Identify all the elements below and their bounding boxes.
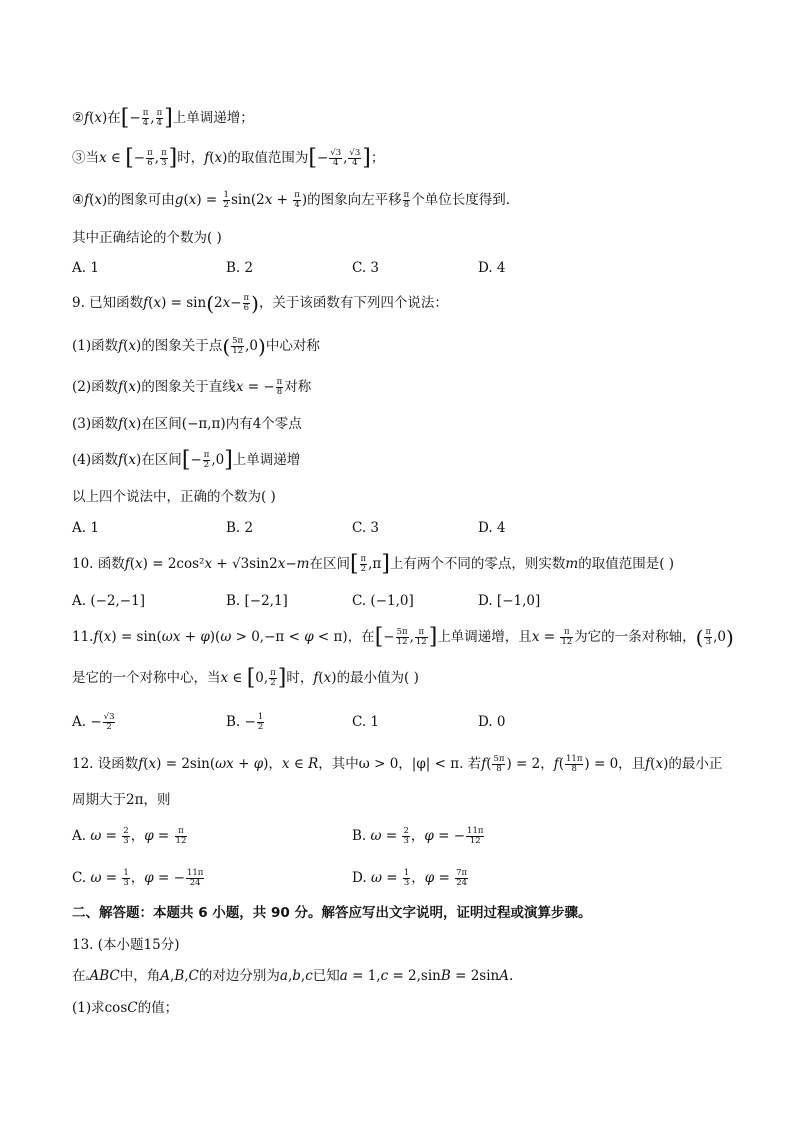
q11-stem-line2: 是它的一个对称中心，当x ∈ [0, $\frac{\pi}{2}$ ]时，f(x)的最小值为( )	[72, 665, 419, 691]
statement-3: ③当x ∈ [− $\frac{\pi}{6}$ , $\frac{\pi}{3}$ ]时，f(x)的取值范围为[− $\frac{√3}{4}$ , $\frac{√3}{4}$ ]；	[72, 145, 385, 171]
option-a: A. 1	[72, 260, 99, 276]
option-c: C. 3	[352, 260, 380, 276]
statement-4: ④f(x)的图象可由g(x) = $\frac{1}{2}$ sin(2x + $\frac{\pi}{4}$ )的图象向左平移 $\frac{\pi}{8}$ 个单位长度得到．	[72, 190, 520, 210]
option-c: C. ω = $\frac{1}{3}$ ，φ = − $\frac{11\pi}{24}$	[72, 868, 204, 888]
section-heading: 二、解答题：本题共 6 小题，共 90 分。解答应写出文字说明，证明过程或演算步骤。	[72, 905, 592, 921]
option-b: B. 2	[226, 260, 254, 276]
option-c: C. 1	[352, 714, 380, 730]
option-b: B. − $\frac{1}{2}$	[226, 712, 264, 732]
option-a: A. 1	[72, 520, 99, 536]
q9-statement-2: (2)函数f(x)的图象关于直线x = − $\frac{\pi}{8}$ 对称	[72, 377, 312, 397]
statement-2: ②f(x)在[− $\frac{\pi}{4}$ , $\frac{\pi}{4}$ ]上单调递增；	[72, 105, 254, 131]
marker: ②	[72, 110, 85, 126]
option-c: C. (−1,0]	[352, 593, 414, 609]
option-a: A. ω = $\frac{2}{3}$ ，φ = $\frac{\pi}{12}$	[72, 826, 187, 846]
q12-stem-line2: 周期大于2π，则	[72, 792, 171, 808]
q13-stem: 在▵ABC中，角A,B,C的对边分别为a,b,c已知a = 1,c = 2,sinB = 2sinA.	[72, 968, 514, 984]
q8-question: 其中正确结论的个数为( )	[72, 230, 222, 246]
q9-statement-1: (1)函数f(x)的图象关于点( $\frac{5\pi}{12}$ ,0)中心对称	[72, 334, 320, 359]
option-d: D. 0	[478, 714, 506, 730]
q9-stem: 9. 已知函数f(x) = sin(2x− $\frac{\pi}{6}$ )，关于该函数有下列四个说法：	[72, 291, 448, 316]
option-b: B. ω = $\frac{2}{3}$ ，φ = − $\frac{11\pi}{12}$	[352, 826, 484, 846]
option-b: B. 2	[226, 520, 254, 536]
option-a: A. − $\frac{√3}{2}$	[72, 712, 115, 732]
q10-stem: 10. 函数f(x) = 2cos²x + √3sin2x−m在区间[ $\frac{\pi}{2}$ ,π]上有两个不同的零点，则实数m的取值范围是( )	[72, 551, 675, 577]
option-c: C. 3	[352, 520, 380, 536]
option-a: A. (−2,−1]	[72, 593, 145, 609]
q9-statement-4: (4)函数f(x)在区间[− $\frac{\pi}{2}$ ,0]上单调递增	[72, 447, 301, 473]
option-d: D. 4	[478, 260, 506, 276]
q13-subquestion-1: (1)求cosC的值；	[72, 1000, 179, 1016]
q12-stem: 12. 设函数f(x) = 2sin(ωx + φ)，x ∈ R，其中ω > 0，|φ| < π. 若f( $\frac{5\pi}{8}$ ) = 2，f( $\frac{11\pi}{8}$ ) = 0，且f(x)的最小正	[72, 754, 723, 774]
q13-title: 13. (本小题15分)	[72, 937, 180, 953]
q9-statement-3: (3)函数f(x)在区间(−π,π)内有4个零点	[72, 416, 302, 432]
option-d: D. [−1,0]	[478, 593, 541, 609]
q11-stem: 11.f(x) = sin(ωx + φ)(ω > 0,−π < φ < π)，在[− $\frac{5\pi}{12}$ , $\frac{\pi}{12}$ ]上单调递增，且x = $\frac{\pi}{12}$ 为它的一条对称轴，( $\frac{\pi}{3}$ ,0)	[72, 624, 734, 650]
option-d: D. 4	[478, 520, 506, 536]
q9-question: 以上四个说法中，正确的个数为( )	[72, 489, 276, 505]
option-b: B. [−2,1]	[226, 593, 288, 609]
option-d: D. ω = $\frac{1}{3}$ ，φ = $\frac{7\pi}{24}$	[352, 868, 468, 888]
